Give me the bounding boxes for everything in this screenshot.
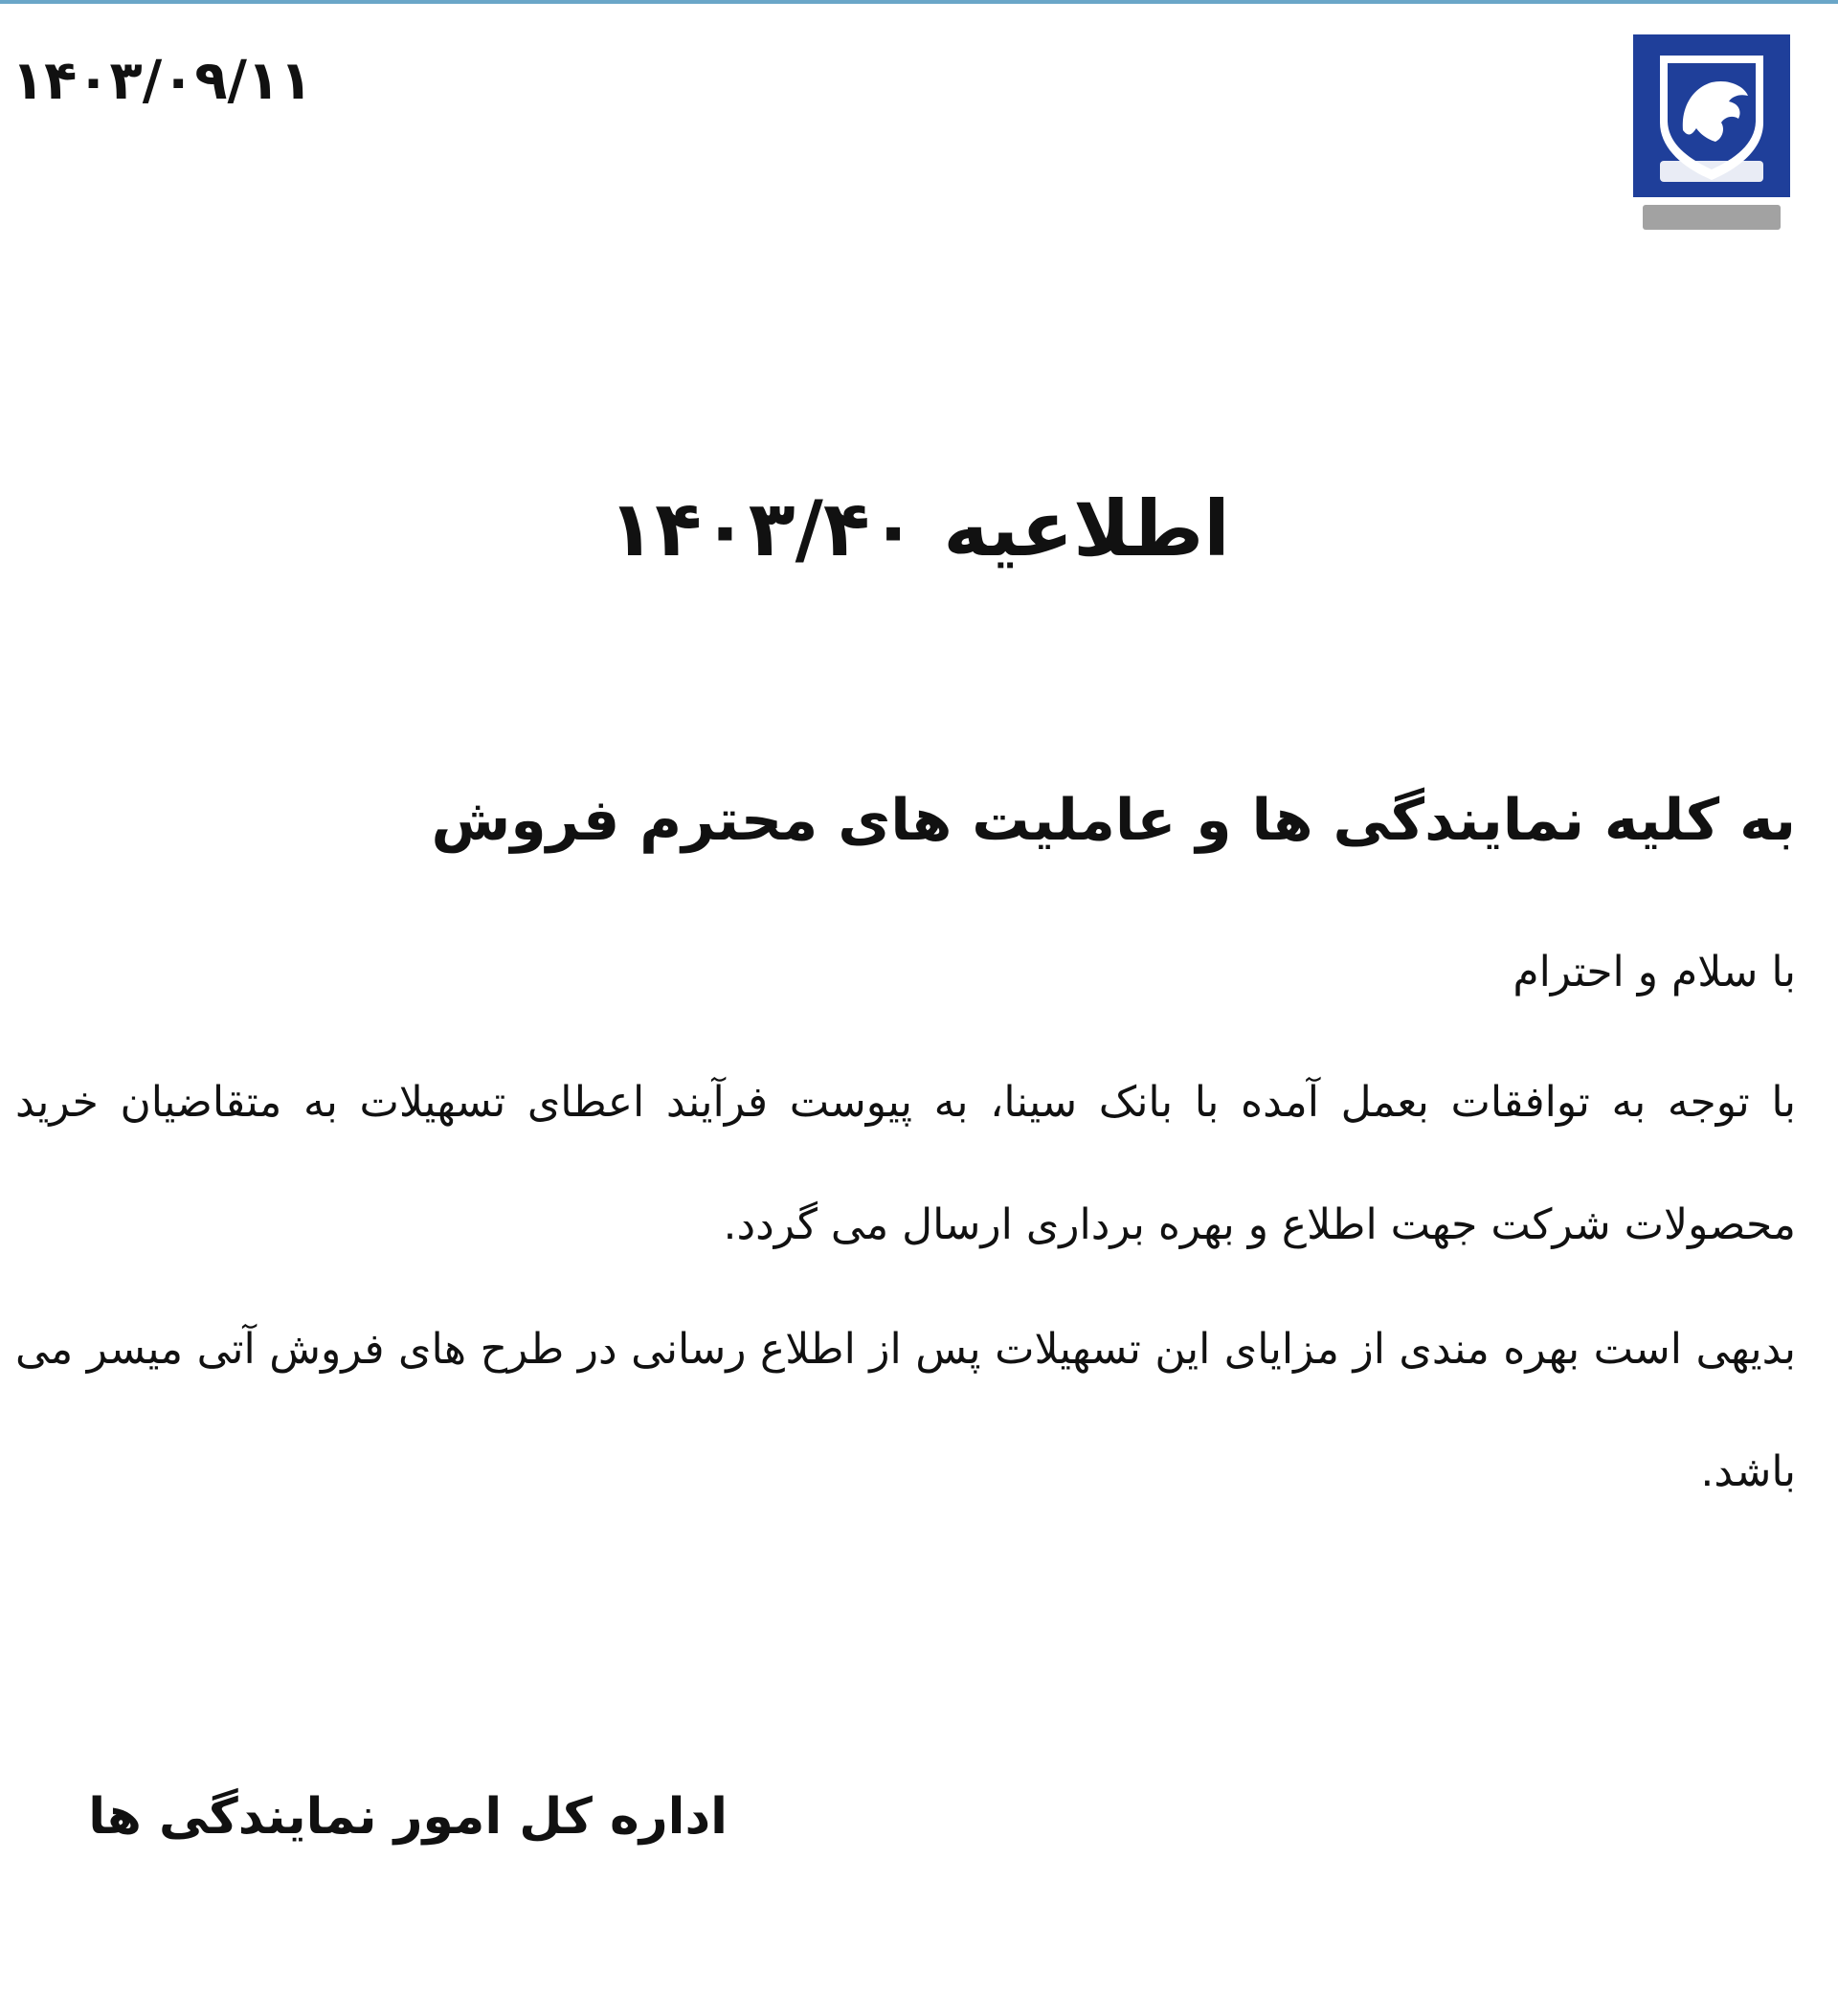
notice-paragraph: با توجه به توافقات بعمل آمده با بانک سینا، به پیوست فرآیند اعطای تسهیلات به متقاضیان خرید محصولات شرکت جهت اطلاع و بهره برداری ارسال می گردد. xyxy=(15,1078,1796,1249)
notice-greeting: با سلام و احترام xyxy=(1513,948,1796,997)
company-logo xyxy=(1633,34,1790,237)
notice-title: اطلاعیه ۱۴۰۳/۴۰ xyxy=(608,484,1230,573)
notice-paragraph: بدیهی است بهره مندی از مزایای این تسهیلات پس از اطلاع رسانی در طرح های فروش آتی میسر می باشد. xyxy=(15,1325,1796,1496)
top-border-line xyxy=(0,0,1838,4)
notice-recipient: به کلیه نمایندگی ها و عاملیت های محترم فروش xyxy=(431,787,1796,854)
document-date: ۱۴۰۳/۰۹/۱۱ xyxy=(11,50,313,112)
notice-signature: اداره کل امور نمایندگی ها xyxy=(88,1788,728,1846)
